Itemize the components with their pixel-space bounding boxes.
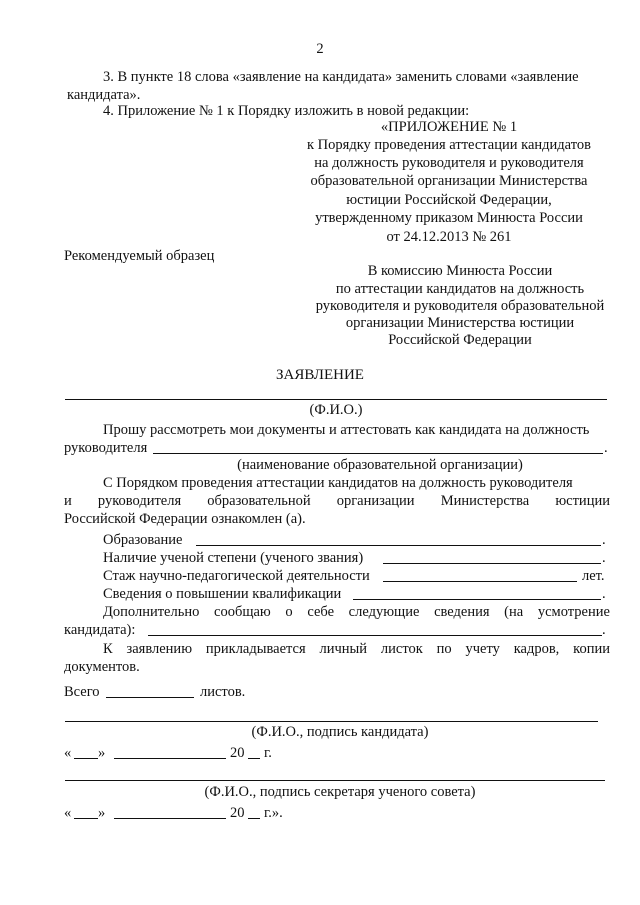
date2-year-line[interactable] <box>248 818 260 819</box>
addressee-line: руководителя и руководителя образовательной <box>315 298 605 314</box>
org-caption: (наименование образовательной организации) <box>237 457 523 473</box>
degree-input-line[interactable] <box>383 563 601 564</box>
total-label: Всего <box>64 684 100 700</box>
additional-input-line[interactable] <box>148 635 602 636</box>
word: организации <box>336 493 415 509</box>
word: себе <box>307 604 334 620</box>
word: копии <box>573 641 610 657</box>
word: руководителя <box>97 493 182 509</box>
word: личный <box>319 641 368 657</box>
education-end: . <box>602 532 606 548</box>
request-line-1: Прошу рассмотреть мои документы и аттестовать как кандидата на должность <box>103 422 590 438</box>
word: юстиции <box>555 493 610 509</box>
date1-year-prefix: 20 <box>230 745 245 761</box>
education-input-line[interactable] <box>196 545 601 546</box>
experience-unit: лет. <box>582 568 605 584</box>
date2-year-prefix: 20 <box>230 805 245 821</box>
date1-day-line[interactable] <box>74 758 98 759</box>
attach-line-1 <box>103 640 610 658</box>
date2-day-line[interactable] <box>74 818 98 819</box>
word: следующие <box>348 604 420 620</box>
word: Министерства <box>440 493 530 509</box>
addressee-line: Российской Федерации <box>388 332 532 348</box>
candidate-signature-line[interactable] <box>65 721 598 722</box>
date2-open-quote: « <box>64 805 72 821</box>
sample-label: Рекомендуемый образец <box>64 248 215 264</box>
additional-line-2-end: . <box>602 622 606 638</box>
appendix-line: образовательной организации Министерства <box>310 173 588 189</box>
item-3-line-1: 3. В пункте 18 слова «заявление на кандидата» заменить словами «заявление <box>103 69 579 85</box>
secretary-signature-line[interactable] <box>65 780 605 781</box>
date2-close-quote: » <box>98 805 106 821</box>
word: Дополнительно <box>103 604 200 620</box>
total-suffix: листов. <box>200 684 246 700</box>
date1-year-line[interactable] <box>248 758 260 759</box>
addressee-line: по аттестации кандидатов на должность <box>335 281 585 297</box>
experience-input-line[interactable] <box>383 581 577 582</box>
additional-line-1 <box>103 603 610 621</box>
appendix-line: утвержденному приказом Минюста России <box>315 210 583 226</box>
familiar-line-1: С Порядком проведения аттестации кандидатов на должность руководителя <box>103 475 573 491</box>
appendix-line: к Порядку проведения аттестации кандидатов <box>307 137 591 153</box>
word: заявлению <box>126 641 193 657</box>
addressee-line: В комиссию Минюста России <box>367 263 553 279</box>
word: и <box>64 493 72 509</box>
appendix-line: на должность руководителя и руководителя <box>314 155 584 171</box>
word: (на <box>504 604 524 620</box>
education-label: Образование <box>103 532 183 548</box>
date1-month-line[interactable] <box>114 758 226 759</box>
secretary-signature-caption: (Ф.И.О., подпись секретаря ученого совета) <box>204 784 476 800</box>
word: образовательной <box>207 493 311 509</box>
position-input-line[interactable] <box>153 453 603 454</box>
familiar-line-3: Российской Федерации ознакомлен (а). <box>64 511 306 527</box>
degree-end: . <box>602 550 606 566</box>
appendix-line: юстиции Российской Федерации, <box>346 192 552 208</box>
request-line-2-prefix: руководителя <box>64 440 148 456</box>
appendix-title: «ПРИЛОЖЕНИЕ № 1 <box>380 119 518 135</box>
date2-suffix: г.». <box>264 805 283 821</box>
qualification-input-line[interactable] <box>353 599 601 600</box>
request-line-2-end: . <box>604 440 608 456</box>
word: сообщаю <box>214 604 271 620</box>
date2-month-line[interactable] <box>114 818 226 819</box>
additional-line-2-label: кандидата): <box>64 622 136 638</box>
qualification-label: Сведения о повышении квалификации <box>103 586 342 602</box>
appendix-line: от 24.12.2013 № 261 <box>386 229 512 245</box>
word: сведения <box>434 604 490 620</box>
item-3-line-2: кандидата». <box>67 87 141 103</box>
total-input-line[interactable] <box>106 697 194 698</box>
fio-caption: (Ф.И.О.) <box>309 402 363 418</box>
page-number: 2 <box>316 41 324 57</box>
word: листок <box>380 641 423 657</box>
date1-suffix: г. <box>264 745 272 761</box>
attach-line-2: документов. <box>64 659 140 675</box>
word: усмотрение <box>537 604 610 620</box>
document-title: ЗАЯВЛЕНИЕ <box>276 367 364 383</box>
date1-close-quote: » <box>98 745 106 761</box>
addressee-line: организации Министерства юстиции <box>345 315 575 331</box>
word: К <box>103 641 113 657</box>
word: о <box>285 604 293 620</box>
date1-open-quote: « <box>64 745 72 761</box>
item-4: 4. Приложение № 1 к Порядку изложить в новой редакции: <box>103 103 470 119</box>
qualification-end: . <box>602 586 606 602</box>
candidate-signature-caption: (Ф.И.О., подпись кандидата) <box>251 724 429 740</box>
degree-label: Наличие ученой степени (ученого звания) <box>103 550 364 566</box>
experience-label: Стаж научно-педагогической деятельности <box>103 568 370 584</box>
word: кадров, <box>513 641 560 657</box>
word: учету <box>465 641 500 657</box>
word: прикладывается <box>205 641 306 657</box>
word: по <box>436 641 452 657</box>
familiar-line-2 <box>64 492 610 510</box>
fio-input-line[interactable] <box>65 399 607 400</box>
